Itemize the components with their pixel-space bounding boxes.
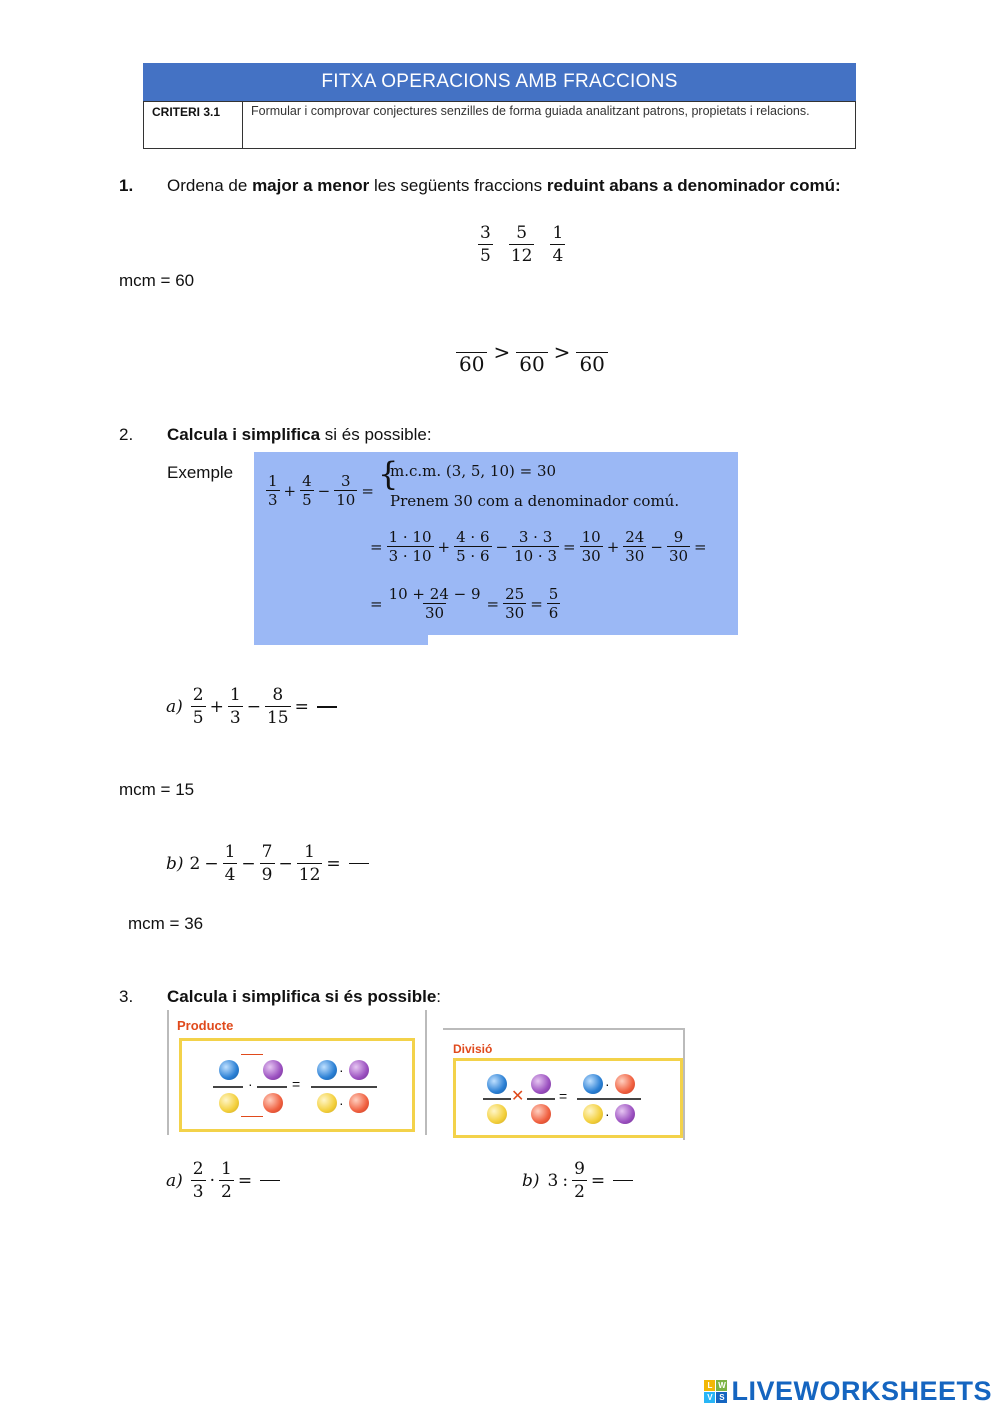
- fraction: [667, 528, 690, 565]
- fraction: [266, 472, 280, 509]
- numerator: 1: [229, 685, 241, 705]
- q2-text-bold: Calcula i simplifica: [167, 425, 321, 444]
- logo-mark-icon: [704, 1380, 727, 1403]
- q1-fraction: [550, 222, 565, 267]
- q3a-label: a): [166, 1170, 183, 1191]
- denominator: 12: [298, 865, 321, 885]
- denominator: 15: [266, 708, 289, 728]
- denominator: 3 · 10: [388, 547, 432, 565]
- numerator: 24: [625, 528, 645, 546]
- worksheet-title: FITXA OPERACIONS AMB FRACCIONS: [143, 63, 856, 101]
- numerator: 4: [302, 472, 312, 490]
- q1-answer-fraction[interactable]: [456, 338, 487, 375]
- q1-text-b: major a menor: [252, 176, 370, 195]
- prenem-line: Prenem 30 com a denominador comú.: [390, 492, 680, 510]
- q2a-expression: a) $\frac{2}{5}$ + $\frac{1}{3}$ − $\frac{8}{15}$ =: [166, 684, 337, 729]
- q3b-label: b): [522, 1170, 540, 1191]
- fraction: [387, 528, 434, 565]
- fraction: [623, 528, 646, 565]
- fraction: [191, 1158, 206, 1203]
- denominator: 9: [261, 865, 273, 885]
- numerator: 3: [341, 472, 351, 490]
- q1-mcm: mcm = 60: [119, 271, 195, 290]
- example-box: [254, 452, 738, 635]
- example-underbar: [254, 635, 428, 645]
- q3b-expression: b) 3 : $\frac{9}{2}$ =: [522, 1158, 633, 1203]
- q1-fractions: [478, 222, 565, 267]
- denominator: 10: [336, 491, 356, 509]
- fraction: [454, 528, 491, 565]
- q1-number: 1.: [119, 176, 134, 195]
- example-row1: $\frac{1}{3}$ + $\frac{4}{5}$ − $\frac{3}{10}$ =: [268, 472, 374, 509]
- criteria-text: Formular i comprovar conjectures senzilles de forma guiada analitzant patrons, propietats i relacions.: [251, 104, 810, 118]
- fraction: [260, 841, 275, 886]
- q3-text-rest: :: [436, 987, 442, 1006]
- denominator: 5 · 6: [456, 547, 490, 565]
- q2-text-rest: si és possible:: [320, 425, 432, 444]
- purple-ball-icon: [263, 1060, 283, 1080]
- q2-prompt: [167, 425, 432, 445]
- numerator: 1: [221, 1159, 232, 1179]
- logo-text: LIVEWORKSHEETS: [731, 1376, 992, 1406]
- numerator: 1 · 10: [388, 528, 432, 546]
- red-ball-icon: [263, 1093, 283, 1113]
- arrow-icon: [241, 1054, 263, 1055]
- denominator: 5: [480, 246, 491, 266]
- fraction: [219, 1158, 234, 1203]
- q2a-mcm: mcm = 15: [119, 780, 195, 799]
- denominator: 60: [516, 352, 547, 375]
- fraction: [228, 684, 243, 729]
- fraction: [580, 528, 603, 565]
- numerator: 2: [192, 685, 204, 705]
- purple-ball-icon: [349, 1060, 369, 1080]
- q2b-expression: b) 2 − $\frac{1}{4}$ − $\frac{7}{9}$ − $\frac{1}{12}$ =: [166, 841, 369, 886]
- q3a-expression: a) $\frac{2}{3}$ · $\frac{1}{2}$ =: [166, 1158, 280, 1203]
- yellow-ball-icon: [487, 1104, 507, 1124]
- example-row2: = $\frac{1 \cdot 10}{3 \cdot 10}$ + $\frac{4 \cdot 6}{5 \cdot 6}$ − $\frac{3 \cdot 3}{10 \cdot 3}$ = $\frac{10}{30}$ + $\frac{24}{30}$ − $\frac{9}{30}$ =: [370, 528, 707, 565]
- denominator: 5: [302, 491, 312, 509]
- red-ball-icon: [615, 1074, 635, 1094]
- q2-number: 2.: [119, 425, 134, 444]
- red-ball-icon: [349, 1093, 369, 1113]
- denominator: 30: [581, 547, 601, 565]
- denominator: 6: [548, 604, 559, 622]
- blue-ball-icon: [219, 1060, 239, 1080]
- numerator: 3 · 3: [518, 528, 553, 546]
- greater-than: >: [493, 339, 511, 364]
- numerator: 1: [304, 842, 315, 862]
- yellow-ball-icon: [583, 1104, 603, 1124]
- blue-ball-icon: [487, 1074, 507, 1094]
- denominator: 60: [456, 352, 487, 375]
- fraction: [191, 684, 206, 729]
- logo-mark-letter: W: [718, 1381, 726, 1390]
- denominator: 12: [510, 246, 533, 266]
- fraction: [547, 585, 561, 622]
- answer-blank[interactable]: [613, 1180, 633, 1181]
- numerator: 3: [480, 223, 491, 243]
- whole-number: 3: [547, 1170, 559, 1191]
- fraction: [387, 585, 483, 622]
- fraction: [512, 528, 559, 565]
- numerator: 8: [272, 685, 284, 705]
- q1-fraction: [478, 222, 493, 267]
- q3-text-bold: Calcula i simplifica si és possible: [167, 987, 437, 1006]
- numerator: 1: [268, 472, 278, 490]
- fraction: [223, 841, 238, 886]
- q1-order-row: [456, 338, 608, 375]
- denominator: 30: [425, 604, 445, 622]
- fraction: [297, 841, 323, 886]
- denominator: 2: [221, 1182, 232, 1202]
- numerator: 4 · 6: [456, 528, 490, 546]
- blue-ball-icon: [583, 1074, 603, 1094]
- q1-answer-fraction[interactable]: [576, 338, 607, 375]
- cross-icon: ✕: [511, 1088, 525, 1105]
- q2a-label: a): [166, 696, 183, 717]
- blue-ball-icon: [317, 1060, 337, 1080]
- q1-fraction: [509, 222, 535, 267]
- numerator: 1: [224, 842, 236, 862]
- denominator: 3: [268, 491, 278, 509]
- denominator: 10 · 3: [514, 547, 558, 565]
- numerator: 5: [516, 223, 528, 243]
- denominator: 60: [576, 352, 607, 375]
- answer-blank[interactable]: [260, 1180, 280, 1181]
- q2b-mcm: mcm = 36: [128, 914, 204, 933]
- fraction: [334, 472, 357, 509]
- product-card: Producte · = · ·: [167, 1010, 427, 1135]
- fraction: [300, 472, 314, 509]
- yellow-ball-icon: [219, 1093, 239, 1113]
- purple-ball-icon: [615, 1104, 635, 1124]
- q1-answer-fraction[interactable]: [516, 338, 547, 375]
- division-card: Divisió ✕ = · ·: [443, 1028, 685, 1140]
- fraction: [572, 1158, 587, 1203]
- numerator: 25: [505, 585, 525, 603]
- numerator: 9: [574, 1159, 585, 1179]
- example-label: Exemple: [167, 463, 234, 482]
- q1-prompt: [167, 176, 841, 196]
- numerator: 7: [261, 842, 273, 862]
- liveworksheets-logo: [704, 1376, 992, 1407]
- denominator: 30: [505, 604, 525, 622]
- q2b-label: b): [166, 853, 184, 874]
- q1-text-a: Ordena de: [167, 176, 253, 195]
- fraction: [265, 684, 291, 729]
- yellow-ball-icon: [317, 1093, 337, 1113]
- q1-text-c: les següents fraccions: [369, 176, 547, 195]
- denominator: 5: [192, 708, 204, 728]
- numerator: 5: [548, 585, 559, 603]
- numerator: 10 + 24 − 9: [388, 585, 481, 603]
- logo-mark-letter: L: [704, 1380, 715, 1391]
- denominator: 3: [229, 708, 241, 728]
- criteria-label: CRITERI 3.1: [144, 102, 243, 148]
- q3-prompt: [167, 987, 441, 1007]
- product-title: Producte: [177, 1018, 234, 1033]
- denominator: 30: [625, 547, 645, 565]
- greater-than: >: [553, 339, 571, 364]
- whole-number: 2: [189, 853, 201, 874]
- answer-blank[interactable]: [317, 706, 337, 708]
- numerator: 2: [192, 1159, 204, 1179]
- denominator: 30: [668, 547, 689, 565]
- denominator: 2: [574, 1182, 585, 1202]
- criteria-box: [143, 101, 856, 149]
- fraction: [503, 585, 526, 622]
- numerator: 9: [673, 528, 684, 546]
- example-row3: = $\frac{10 + 24 - 9}{30}$ = $\frac{25}{30}$ = $\frac{5}{6}$: [370, 585, 559, 622]
- numerator: 1: [552, 223, 564, 243]
- denominator: 3: [192, 1182, 204, 1202]
- brace: {: [378, 455, 399, 493]
- logo-mark-letter: S: [716, 1392, 727, 1403]
- arrow-icon: [241, 1116, 263, 1117]
- purple-ball-icon: [531, 1074, 551, 1094]
- red-ball-icon: [531, 1104, 551, 1124]
- answer-blank[interactable]: [349, 863, 369, 864]
- denominator: 4: [224, 865, 236, 885]
- division-title: Divisió: [453, 1042, 493, 1056]
- q1-text-d: reduint abans a denominador comú:: [546, 176, 841, 195]
- logo-mark-letter: V: [704, 1392, 715, 1403]
- denominator: 4: [552, 246, 564, 266]
- mcm-line: m.c.m. (3, 5, 10) = 30: [390, 462, 557, 480]
- numerator: 10: [581, 528, 601, 546]
- q3-number: 3.: [119, 987, 134, 1006]
